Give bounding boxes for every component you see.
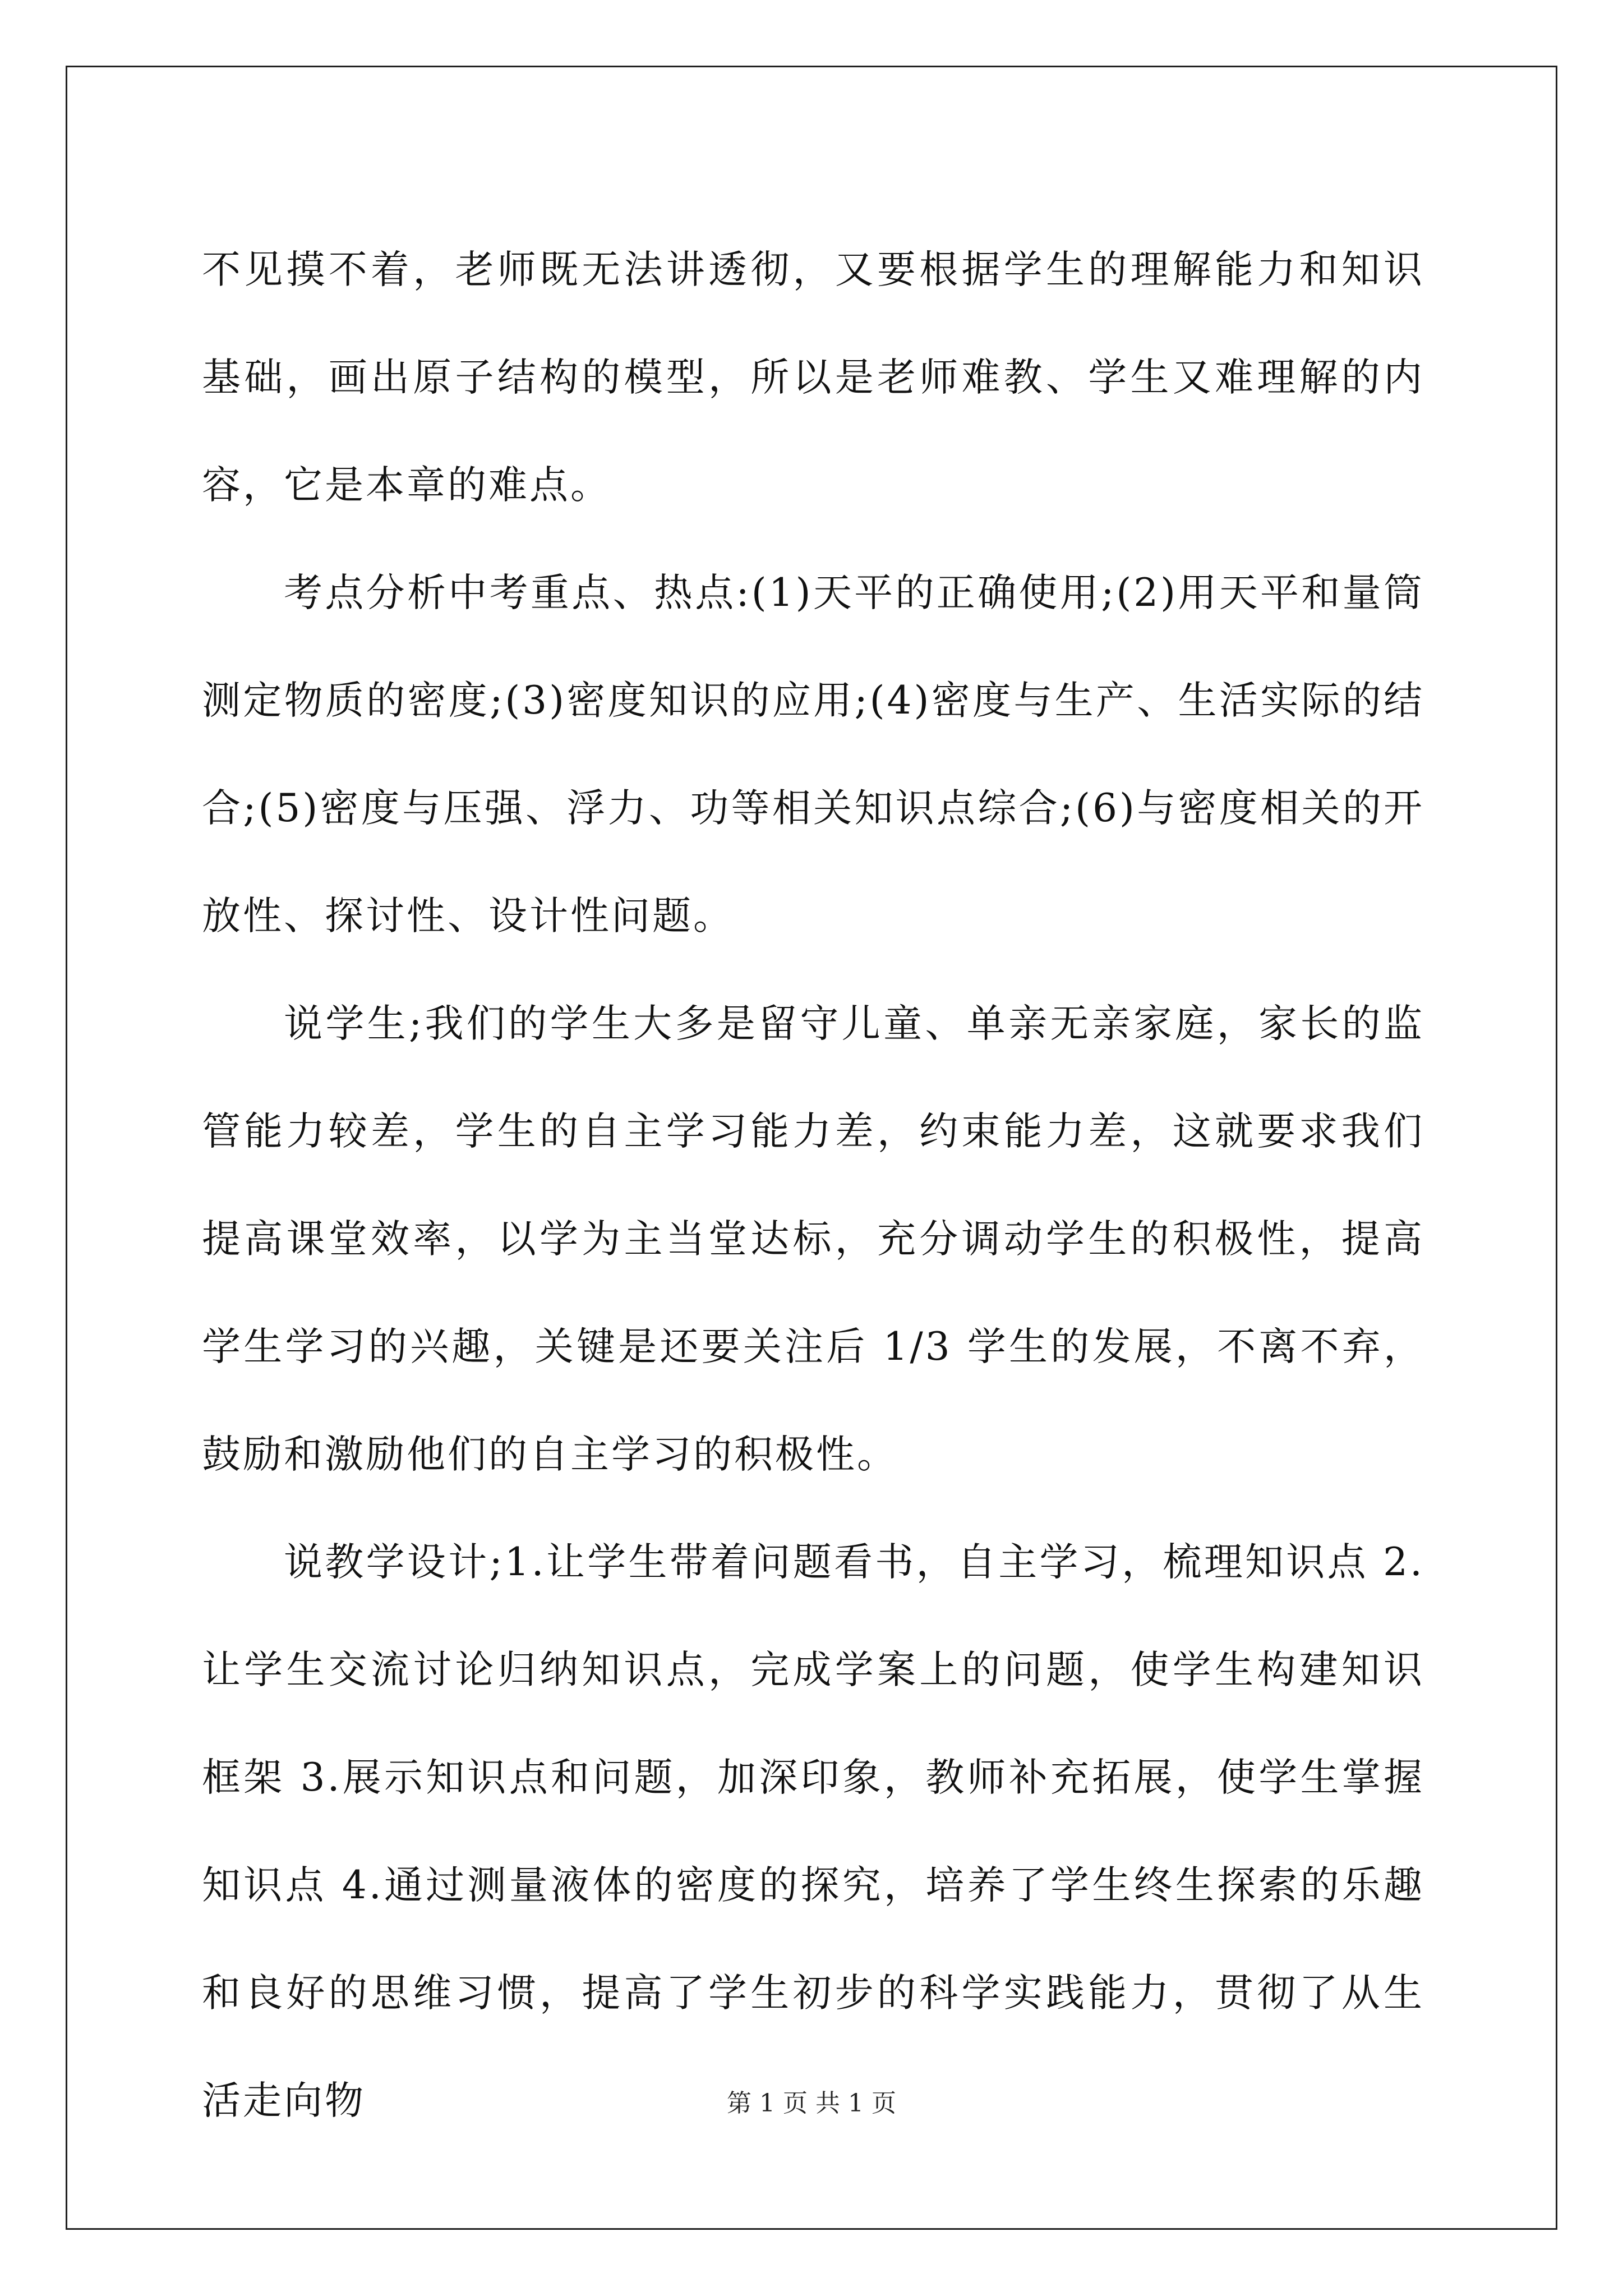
paragraph-3: 说学生;我们的学生大多是留守儿童、单亲无亲家庭，家长的监管能力较差，学生的自主学习能力差，约束能力差，这就要求我们提高课堂效率，以学为主当堂达标，充分调动学生的积极性，提高学生学习的兴趣，关键是还要关注后 1/3 学生的发展，不离不弃，鼓励和激励他们的自主学习的积极性。	[202, 1001, 1424, 1477]
paragraph-2: 考点分析中考重点、热点:(1)天平的正确使用;(2)用天平和量筒测定物质的密度;(3)密度知识的应用;(4)密度与生产、生活实际的结合;(5)密度与压强、浮力、功等相关知识点综合;(6)与密度相关的开放性、探讨性、设计性问题。	[202, 570, 1424, 938]
paragraph-1: 不见摸不着，老师既无法讲透彻，又要根据学生的理解能力和知识基础，画出原子结构的模型，所以是老师难教、学生又难理解的内容，它是本章的难点。	[202, 247, 1424, 508]
page-footer	[0, 2087, 1623, 2120]
page-number-label: 第 1 页 共 1 页	[727, 2089, 896, 2118]
document-body	[202, 216, 1424, 2155]
paragraph-4: 说教学设计;1.让学生带着问题看书，自主学习，梳理知识点 2.让学生交流讨论归纳知识点，完成学案上的问题，使学生构建知识框架 3.展示知识点和问题，加深印象，教师补充拓展，使学生掌握知识点 4.通过测量液体的密度的探究，培养了学生终生探索的乐趣和良好的思维习惯，提高了学生初步的科学实践能力，贯彻了从生活走向物	[202, 1540, 1424, 2123]
